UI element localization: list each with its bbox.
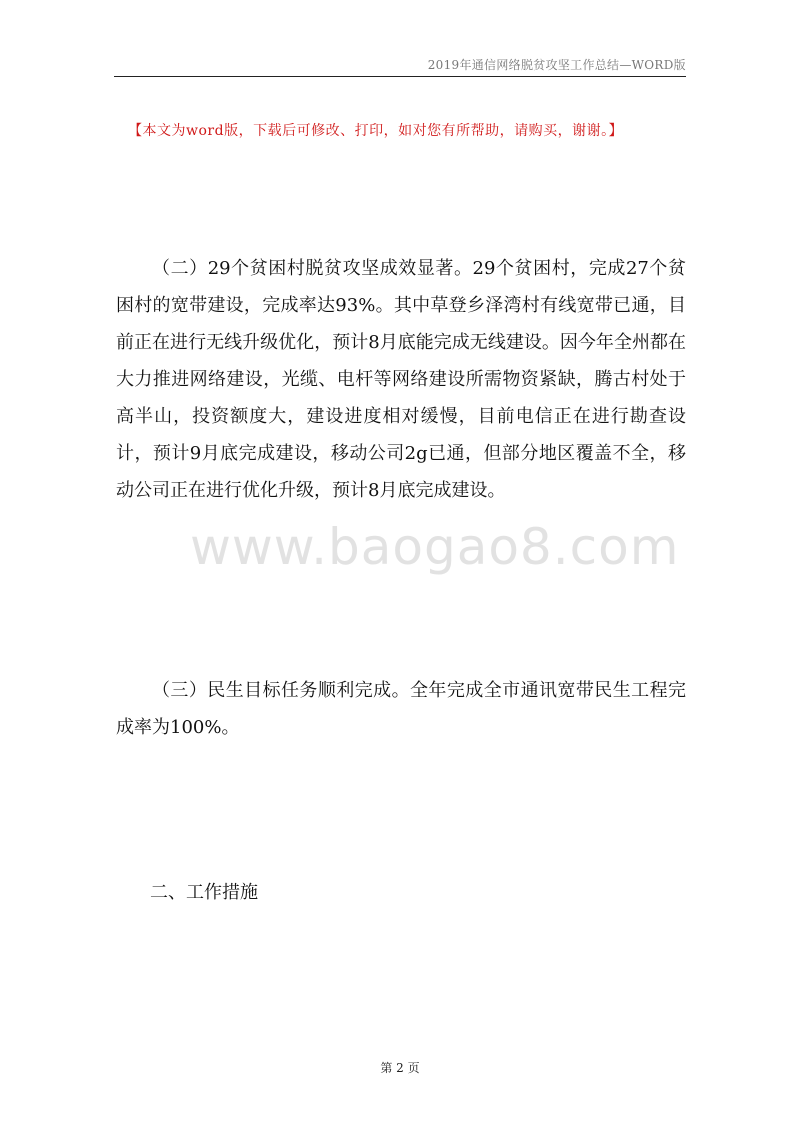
paragraph-poverty-villages: （二）29个贫困村脱贫攻坚成效显著。29个贫困村，完成27个贫困村的宽带建设，完成率达93%。其中草登乡泽湾村有线宽带已通，目前正在进行无线升级优化，预计8月底能完成无线建设。因今年全州都在大力推进网络建设，光缆、电杆等网络建设所需物资紧缺，腾古村处于高半山，投资额度大，建设进度相对缓慢，目前电信正在进行勘查设计，预计9月底完成建设，移动公司2g已通，但部分地区覆盖不全，移动公司正在进行优化升级，预计8月底完成建设。 <box>116 258 686 501</box>
download-notice: 【本文为word版，下载后可修改、打印，如对您有所帮助，请购买，谢谢。】 <box>128 123 624 139</box>
page-number: 第 2 页 <box>380 1061 420 1075</box>
header-title: 2019年通信网络脱贫攻坚工作总结—WORD版 <box>427 58 686 72</box>
page-header <box>114 52 686 77</box>
watermark-text: www.baogao8.com <box>190 518 680 576</box>
section-heading: 二、工作措施 <box>150 882 258 903</box>
paragraph-livelihood-goals: （三）民生目标任务顺利完成。全年完成全市通讯宽带民生工程完成率为100%。 <box>116 680 686 738</box>
